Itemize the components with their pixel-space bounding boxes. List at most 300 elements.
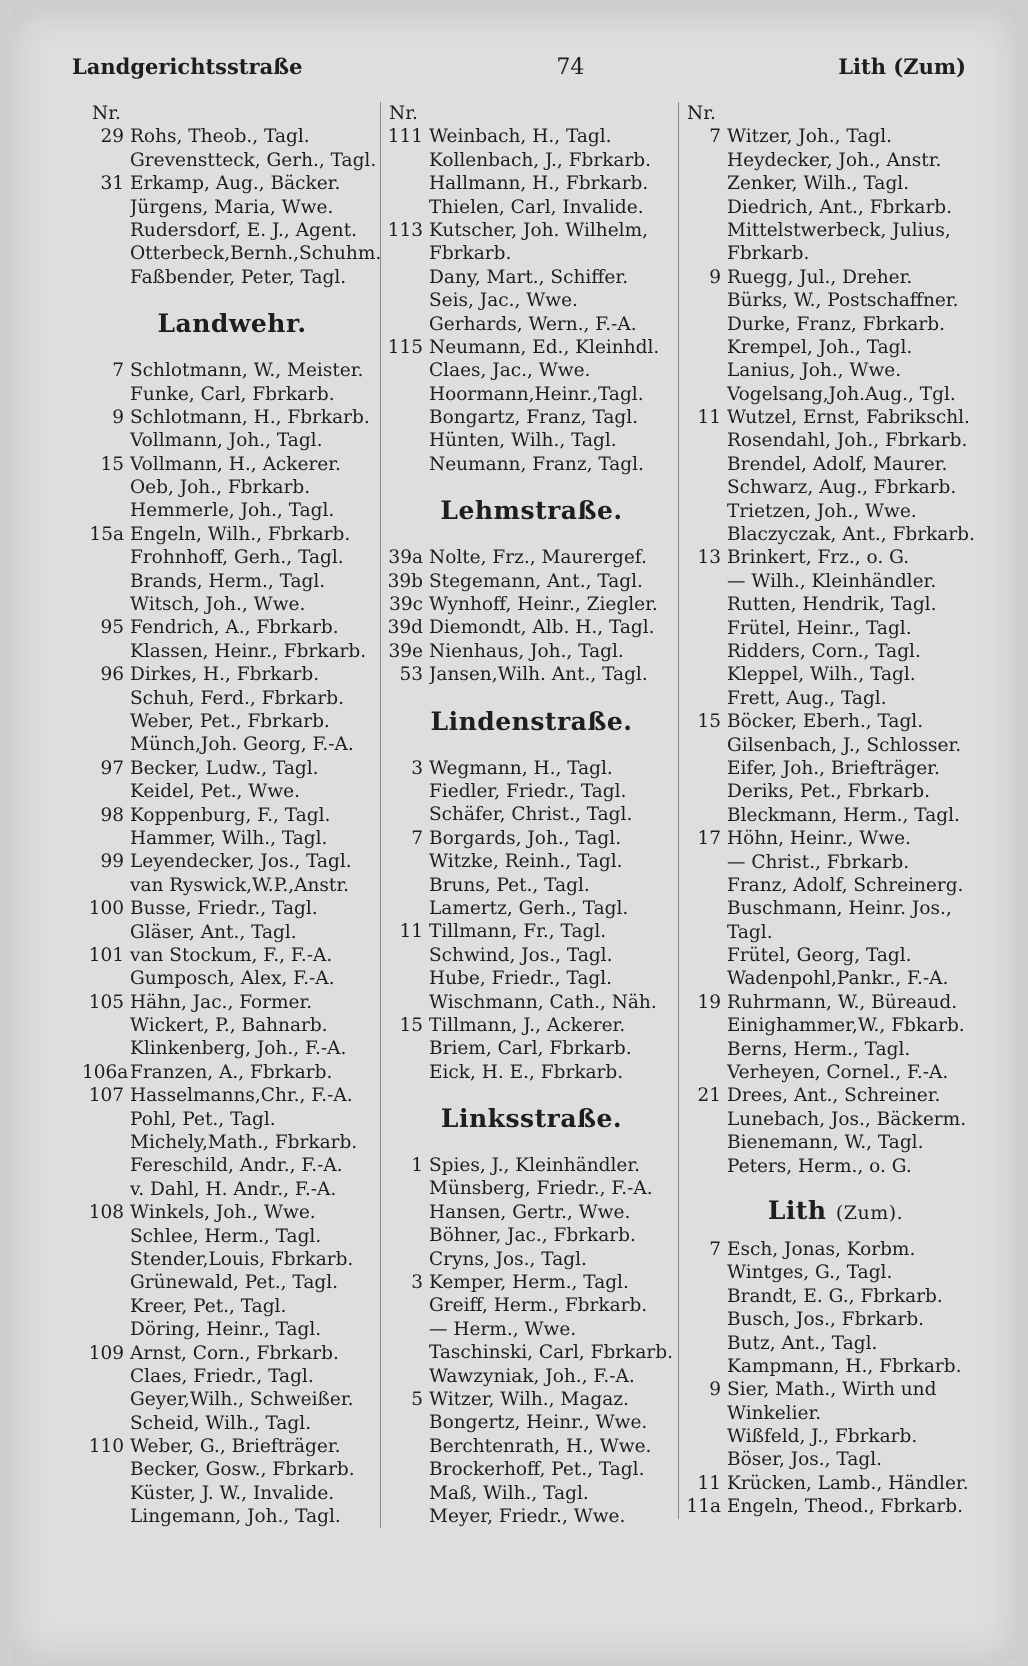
resident-entry: Becker, Ludw., Tagl.	[130, 757, 319, 779]
house-number	[82, 780, 130, 803]
list-item	[381, 640, 682, 663]
house-number: 39a	[388, 547, 423, 569]
house-number: 95	[100, 617, 124, 639]
house-number	[381, 149, 429, 172]
nr-header: Nr.	[92, 103, 121, 124]
resident-entry: Küster, J. W., Invalide.	[130, 1482, 335, 1504]
list-item	[679, 1261, 992, 1284]
list-item	[381, 359, 682, 382]
resident-entry: Butz, Ant., Tagl.	[727, 1332, 878, 1354]
house-number	[381, 850, 429, 873]
list-item	[381, 1248, 682, 1271]
resident-entry: Wintges, G., Tagl.	[727, 1262, 893, 1284]
house-number: 53	[399, 664, 423, 686]
list-item	[82, 944, 382, 967]
house-number	[381, 429, 429, 452]
list-item	[82, 172, 382, 195]
list-item	[381, 874, 682, 897]
list-item	[679, 1448, 992, 1471]
resident-entry: Höhn, Heinr., Wwe.	[727, 828, 911, 850]
resident-entry: Lingemann, Joh., Tagl.	[130, 1506, 341, 1528]
house-number	[679, 453, 727, 476]
house-number: 15	[399, 1014, 423, 1036]
resident-entry: Weinbach, H., Tagl.	[429, 126, 612, 148]
house-number: 9	[709, 1379, 721, 1401]
house-number	[679, 196, 727, 219]
house-number	[82, 1271, 130, 1294]
house-number	[82, 383, 130, 406]
list-item	[381, 172, 682, 195]
resident-entry: Tillmann, Fr., Tagl.	[429, 921, 607, 943]
house-number	[82, 640, 130, 663]
street-heading: Linksstraße.	[440, 1104, 623, 1134]
resident-entry: Borgards, Joh., Tagl.	[429, 827, 622, 849]
list-item	[679, 1378, 992, 1401]
resident-entry: Schuh, Ferd., Fbrkarb.	[130, 687, 344, 709]
house-number: 11	[697, 1472, 721, 1494]
resident-entry: Brands, Herm., Tagl.	[130, 570, 326, 592]
house-number: 15	[697, 711, 721, 733]
list-item	[82, 219, 382, 242]
resident-entry: Drees, Ant., Schreiner.	[727, 1085, 941, 1107]
house-number: 98	[100, 804, 124, 826]
list-item	[82, 1131, 382, 1154]
list-item	[381, 1177, 682, 1200]
list-item	[381, 827, 682, 850]
house-number: 7	[411, 827, 423, 849]
resident-entry: Nolte, Frz., Maurergef.	[429, 547, 647, 569]
list-item	[82, 406, 382, 429]
resident-entry: Berns, Herm., Tagl.	[727, 1038, 911, 1060]
list-item	[82, 499, 382, 522]
resident-entry: Eifer, Joh., Briefträger.	[727, 757, 940, 779]
house-number	[679, 663, 727, 686]
house-number	[679, 780, 727, 803]
house-number	[679, 593, 727, 616]
list-item	[82, 453, 382, 476]
directory-page	[12, 10, 1016, 1660]
list-item	[381, 1201, 682, 1224]
resident-entry: Deriks, Pet., Fbrkarb.	[727, 781, 930, 803]
list-item	[679, 967, 992, 990]
resident-entry: Jansen,Wilh. Ant., Tagl.	[429, 664, 648, 686]
resident-entry: — Christ., Fbrkarb.	[727, 851, 910, 873]
house-number: 3	[411, 757, 423, 779]
list-item	[381, 383, 682, 406]
house-number	[82, 827, 130, 850]
house-number	[679, 149, 727, 172]
list-item	[381, 944, 682, 967]
house-number	[679, 313, 727, 336]
resident-entry: Ridders, Corn., Tagl.	[727, 640, 921, 662]
resident-entry: Franzen, A., Fbrkarb.	[130, 1061, 333, 1083]
resident-entry: Pohl, Pet., Tagl.	[130, 1108, 276, 1130]
house-number	[381, 1037, 429, 1060]
resident-entry: Faßbender, Peter, Tagl.	[130, 266, 347, 288]
resident-entry: Trietzen, Joh., Wwe.	[727, 500, 917, 522]
house-number	[679, 1308, 727, 1331]
list-item	[82, 125, 382, 148]
list-item	[381, 803, 682, 826]
list-item	[679, 219, 992, 242]
resident-entry: Busch, Jos., Fbrkarb.	[727, 1309, 925, 1331]
house-number	[679, 851, 727, 874]
house-number	[82, 1108, 130, 1131]
resident-entry: Döring, Heinr., Tagl.	[130, 1319, 322, 1341]
house-number	[82, 1365, 130, 1388]
resident-entry: Kemper, Herm., Tagl.	[429, 1272, 629, 1294]
list-item	[82, 1014, 382, 1037]
resident-entry: Weber, Pet., Fbrkarb.	[130, 710, 330, 732]
resident-entry: Witzke, Reinh., Tagl.	[429, 851, 623, 873]
street-suffix: (Zum).	[835, 1201, 904, 1224]
list-item	[381, 1411, 682, 1434]
resident-entry: Kampmann, H., Fbrkarb.	[727, 1355, 962, 1377]
list-item	[82, 359, 382, 382]
list-item	[381, 593, 682, 616]
house-number	[381, 1294, 429, 1317]
resident-entry: Tillmann, J., Ackerer.	[429, 1014, 626, 1036]
house-number	[381, 991, 429, 1014]
resident-entry: Lanius, Joh., Wwe.	[727, 360, 902, 382]
house-number	[381, 1248, 429, 1271]
list-item	[82, 1388, 382, 1411]
house-number	[381, 172, 429, 195]
column-3	[678, 102, 992, 1519]
list-item	[82, 1178, 382, 1201]
resident-entry: Fendrich, A., Fbrkarb.	[130, 617, 339, 639]
list-item	[679, 383, 992, 406]
list-item	[679, 1061, 992, 1084]
house-number	[381, 289, 429, 312]
resident-entry: Cryns, Jos., Tagl.	[429, 1248, 587, 1270]
house-number	[82, 593, 130, 616]
street-heading	[679, 1178, 992, 1238]
list-item	[82, 921, 382, 944]
house-number: 17	[697, 828, 721, 850]
house-number	[381, 803, 429, 826]
list-item	[679, 944, 992, 967]
house-number	[679, 172, 727, 195]
resident-entry: Wißfeld, J., Fbrkarb.	[727, 1426, 918, 1448]
list-item	[82, 1154, 382, 1177]
resident-entry: Schwarz, Aug., Fbrkarb.	[727, 477, 957, 499]
resident-entry: Schlotmann, H., Fbrkarb.	[130, 406, 370, 428]
list-item	[381, 149, 682, 172]
house-number	[381, 944, 429, 967]
resident-entry: Greiff, Herm., Fbrkarb.	[429, 1295, 648, 1317]
list-item	[381, 897, 682, 920]
list-item	[679, 640, 992, 663]
resident-entry: Seis, Jac., Wwe.	[429, 290, 578, 312]
resident-entry: Frütel, Heinr., Tagl.	[727, 617, 912, 639]
house-number: 99	[100, 851, 124, 873]
resident-entry: Wynhoff, Heinr., Ziegler.	[429, 594, 658, 616]
house-number	[82, 1225, 130, 1248]
list-item	[679, 897, 992, 920]
house-number	[679, 687, 727, 710]
resident-entry: Frohnhoff, Gerh., Tagl.	[130, 547, 344, 569]
house-number	[82, 1505, 130, 1528]
house-number: 100	[88, 898, 124, 920]
street-name: Lith	[767, 1195, 827, 1225]
list-item	[679, 289, 992, 312]
list-item	[82, 570, 382, 593]
house-number	[381, 1505, 429, 1528]
house-number	[381, 406, 429, 429]
house-number: 7	[709, 126, 721, 148]
house-number	[82, 1131, 130, 1154]
list-item	[679, 874, 992, 897]
resident-entry: Eick, H. E., Fbrkarb.	[429, 1061, 624, 1083]
house-number	[381, 266, 429, 289]
house-number	[679, 1285, 727, 1308]
house-number	[82, 1412, 130, 1435]
resident-entry: Jürgens, Maria, Wwe.	[130, 196, 334, 218]
list-item	[381, 1061, 682, 1084]
resident-entry: Gerhards, Wern., F.-A.	[429, 313, 637, 335]
list-item	[679, 359, 992, 382]
house-number	[679, 734, 727, 757]
house-number	[679, 1425, 727, 1448]
list-item	[679, 804, 992, 827]
list-item	[381, 1482, 682, 1505]
resident-entry: Gläser, Ant., Tagl.	[130, 921, 297, 943]
list-item	[679, 149, 992, 172]
list-item	[381, 780, 682, 803]
house-number: 11a	[686, 1496, 721, 1518]
list-item	[381, 406, 682, 429]
resident-entry: Neumann, Franz, Tagl.	[429, 453, 644, 475]
list-item	[82, 383, 382, 406]
list-item	[381, 313, 682, 336]
resident-entry: Dirkes, H., Fbrkarb.	[130, 664, 320, 686]
list-item	[679, 710, 992, 733]
list-item	[679, 406, 992, 429]
resident-entry: Stender,Louis, Fbrkarb.	[130, 1248, 354, 1270]
resident-entry: Stegemann, Ant., Tagl.	[429, 570, 643, 592]
list-item	[82, 1318, 382, 1341]
list-item	[679, 476, 992, 499]
list-item	[82, 266, 382, 289]
list-item	[679, 336, 992, 359]
house-number	[82, 499, 130, 522]
house-number	[82, 1154, 130, 1177]
house-number	[679, 429, 727, 452]
resident-entry: Busse, Friedr., Tagl.	[130, 898, 318, 920]
list-item	[679, 734, 992, 757]
house-number	[82, 1014, 130, 1037]
resident-entry: Münch,Joh. Georg, F.-A.	[130, 734, 354, 756]
list-item	[381, 850, 682, 873]
list-item	[381, 570, 682, 593]
resident-entry: Gumposch, Alex, F.-A.	[130, 968, 335, 990]
house-number: 9	[709, 266, 721, 288]
street-heading: Landwehr.	[157, 309, 307, 339]
list-item	[82, 1248, 382, 1271]
house-number	[381, 1201, 429, 1224]
house-number	[82, 429, 130, 452]
list-item	[679, 546, 992, 569]
house-number	[679, 336, 727, 359]
house-number: 106a	[82, 1061, 129, 1083]
resident-entry: Wawzyniak, Joh., F.-A.	[429, 1365, 635, 1387]
resident-entry: Weber, G., Briefträger.	[130, 1436, 341, 1458]
resident-entry: Grünewald, Pet., Tagl.	[130, 1272, 338, 1294]
list-item	[381, 920, 682, 943]
list-item	[82, 1412, 382, 1435]
resident-entry: Witzer, Wilh., Magaz.	[429, 1388, 629, 1410]
list-item	[679, 500, 992, 523]
resident-entry: Fiedler, Friedr., Tagl.	[429, 780, 627, 802]
list-item	[381, 1505, 682, 1528]
house-number: 113	[387, 219, 423, 241]
resident-entry: Böcker, Eberh., Tagl.	[727, 711, 924, 733]
list-item	[381, 289, 682, 312]
house-number: 15	[100, 453, 124, 475]
resident-entry: Durke, Franz, Fbrkarb.	[727, 313, 945, 335]
list-item	[679, 313, 992, 336]
house-number	[381, 453, 429, 476]
resident-entry: Neumann, Ed., Kleinhdl.	[429, 336, 660, 358]
list-item	[381, 1341, 682, 1364]
resident-entry: Kutscher, Joh. Wilhelm,	[429, 219, 649, 241]
list-item	[679, 780, 992, 803]
list-item	[381, 757, 682, 780]
house-number	[679, 1108, 727, 1131]
house-number: 5	[411, 1388, 423, 1410]
house-number: 39d	[387, 617, 423, 639]
list-item	[82, 149, 382, 172]
list-item	[381, 663, 682, 686]
list-item	[381, 336, 682, 359]
resident-entry: van Stockum, F., F.-A.	[130, 944, 333, 966]
list-item	[82, 780, 382, 803]
list-item	[82, 429, 382, 452]
resident-entry: Wegmann, H., Tagl.	[429, 757, 613, 779]
resident-entry: Heydecker, Joh., Anstr.	[727, 149, 942, 171]
house-number	[679, 757, 727, 780]
list-item	[82, 1201, 382, 1224]
resident-entry: Brandt, E. G., Fbrkarb.	[727, 1285, 943, 1307]
list-item	[82, 640, 382, 663]
list-item	[82, 1108, 382, 1131]
resident-entry: Dany, Mart., Schiffer.	[429, 266, 629, 288]
resident-entry: Winkelier.	[727, 1402, 822, 1424]
house-number	[679, 476, 727, 499]
resident-entry: Fbrkarb.	[727, 243, 810, 265]
resident-entry: Hünten, Wilh., Tagl.	[429, 430, 617, 452]
resident-entry: Ruegg, Jul., Dreher.	[727, 266, 913, 288]
list-item	[679, 663, 992, 686]
resident-entry: Lamertz, Gerh., Tagl.	[429, 897, 629, 919]
resident-entry: Bruns, Pet., Tagl.	[429, 874, 590, 896]
list-item	[679, 523, 992, 546]
resident-entry: Peters, Herm., o. G.	[727, 1155, 912, 1177]
house-number: 13	[697, 547, 721, 569]
house-number	[82, 219, 130, 242]
resident-entry: Bongartz, Franz, Tagl.	[429, 407, 639, 429]
house-number	[679, 1131, 727, 1154]
list-item	[82, 663, 382, 686]
resident-entry: Frütel, Georg, Tagl.	[727, 945, 912, 967]
resident-entry: Engeln, Theod., Fbrkarb.	[727, 1496, 963, 1518]
resident-entry: Hemmerle, Joh., Tagl.	[130, 500, 335, 522]
house-number	[679, 617, 727, 640]
house-number	[381, 1435, 429, 1458]
list-item	[381, 453, 682, 476]
house-number	[679, 1332, 727, 1355]
resident-entry: Lunebach, Jos., Bäckerm.	[727, 1108, 967, 1130]
list-item	[679, 593, 992, 616]
house-number	[381, 780, 429, 803]
resident-entry: Koppenburg, F., Tagl.	[130, 804, 331, 826]
house-number	[82, 921, 130, 944]
resident-entry: Claes, Jac., Wwe.	[429, 360, 591, 382]
resident-entry: Rosendahl, Joh., Fbrkarb.	[727, 430, 968, 452]
house-number	[679, 640, 727, 663]
house-number	[82, 1037, 130, 1060]
house-number: 31	[100, 173, 124, 195]
resident-entry: Becker, Gosw., Fbrkarb.	[130, 1459, 355, 1481]
house-number	[381, 383, 429, 406]
resident-entry: Vollmann, H., Ackerer.	[130, 453, 341, 475]
list-item	[679, 991, 992, 1014]
list-item	[82, 1435, 382, 1458]
list-item	[679, 921, 992, 944]
page-header	[72, 54, 966, 88]
house-number	[679, 242, 727, 265]
house-number	[82, 967, 130, 990]
resident-entry: Funke, Carl, Fbrkarb.	[130, 383, 335, 405]
resident-entry: Spies, J., Kleinhändler.	[429, 1155, 641, 1177]
house-number	[381, 1061, 429, 1084]
resident-entry: Zenker, Wilh., Tagl.	[727, 173, 910, 195]
list-item	[82, 1505, 382, 1528]
resident-entry: Rudersdorf, E. J., Agent.	[130, 219, 358, 241]
list-item	[381, 429, 682, 452]
list-item	[381, 1037, 682, 1060]
house-number	[82, 733, 130, 756]
resident-entry: Hoormann,Heinr.,Tagl.	[429, 383, 644, 405]
list-item	[82, 1061, 382, 1084]
list-item	[82, 476, 382, 499]
house-number	[679, 1038, 727, 1061]
list-item	[679, 1084, 992, 1107]
list-item	[679, 851, 992, 874]
house-number	[679, 289, 727, 312]
resident-entry: Fbrkarb.	[429, 243, 512, 265]
list-item	[381, 967, 682, 990]
house-number: 15a	[89, 523, 124, 545]
resident-entry: Arnst, Corn., Fbrkarb.	[130, 1342, 339, 1364]
resident-entry: Thielen, Carl, Invalide.	[429, 196, 644, 218]
resident-entry: Klinkenberg, Joh., F.-A.	[130, 1038, 347, 1060]
list-item	[679, 1014, 992, 1037]
house-number	[82, 710, 130, 733]
house-number	[679, 897, 727, 920]
house-number	[679, 921, 727, 944]
list-item	[82, 804, 382, 827]
entry-list	[381, 125, 682, 476]
column-1	[82, 102, 382, 1529]
list-item	[82, 850, 382, 873]
list-item	[82, 1342, 382, 1365]
list-item	[381, 242, 682, 265]
house-number	[679, 804, 727, 827]
resident-entry: Winkels, Joh., Wwe.	[130, 1202, 316, 1224]
resident-entry: Blaczyczak, Ant., Fbrkarb.	[727, 524, 975, 546]
